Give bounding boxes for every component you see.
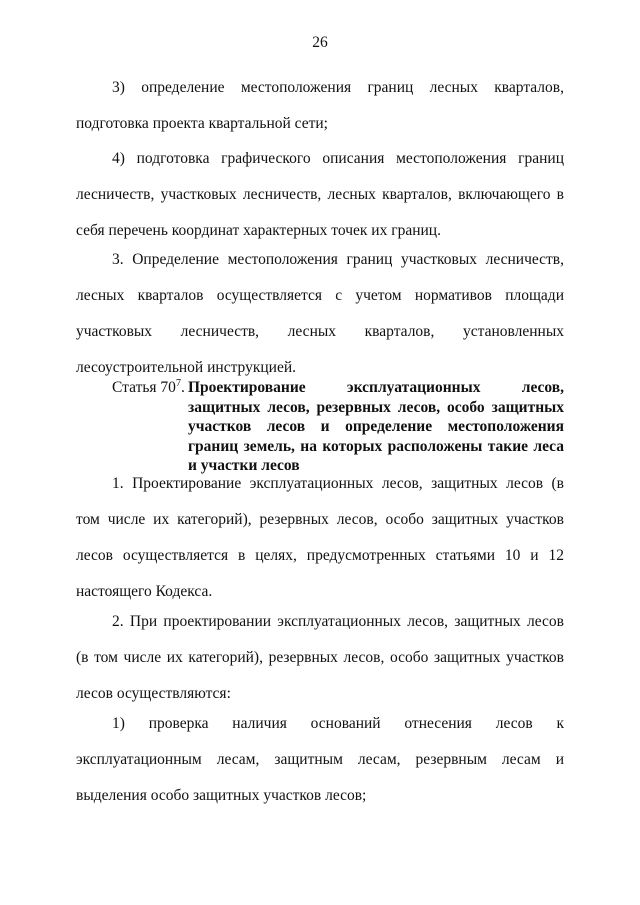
paragraph-text: 2. При проектировании эксплуатационных лесов, защитных лесов (в том числе их категорий), резервных лесов, особо защитных участков лесов осуществляются: xyxy=(76,613,564,702)
paragraph-section-3 xyxy=(76,242,564,386)
paragraph-item-4 xyxy=(76,141,564,249)
paragraph-section-2 xyxy=(76,604,564,712)
paragraph-text: 4) подготовка графического описания местоположения границ лесничеств, участковых лесничеств, лесных кварталов, включающего в себя перечень координат характерных точек их границ. xyxy=(76,150,564,239)
paragraph-text: 3) определение местоположения границ лесных кварталов, подготовка проекта квартальной сети; xyxy=(76,79,564,132)
article-title: Проектирование эксплуатационных лесов, защитных лесов, резервных лесов, особо защитных участков лесов и определение местоположения границ земель, на которых расположены такие леса и участки лесов xyxy=(188,379,564,474)
article-label xyxy=(112,378,185,398)
paragraph-text: 1) проверка наличия оснований отнесения лесов к эксплуатационным лесам, защитным лесам, резервным лесам и выделения особо защитных участков лесов; xyxy=(76,715,564,804)
paragraph-text: 3. Определение местоположения границ участковых лесничеств, лесных кварталов осуществляется с учетом нормативов площади участковых лесничеств, лесных кварталов, установленных лесоустроительной инструкцией. xyxy=(76,251,564,376)
paragraph-section-1 xyxy=(76,466,564,610)
paragraph-item-3 xyxy=(76,70,564,142)
paragraph-subitem-1 xyxy=(76,706,564,814)
paragraph-text: 1. Проектирование эксплуатационных лесов, защитных лесов (в том числе их категорий), резервных лесов, особо защитных участков лесов осуществляется в целях, предусмотренных статьями 10 и 12 настоящего Кодекса. xyxy=(76,475,564,600)
page-number: 26 xyxy=(312,34,328,51)
article-number: Статья 70 xyxy=(112,379,176,396)
article-suffix: . xyxy=(180,379,185,396)
article-superscript: 7 xyxy=(175,377,181,389)
